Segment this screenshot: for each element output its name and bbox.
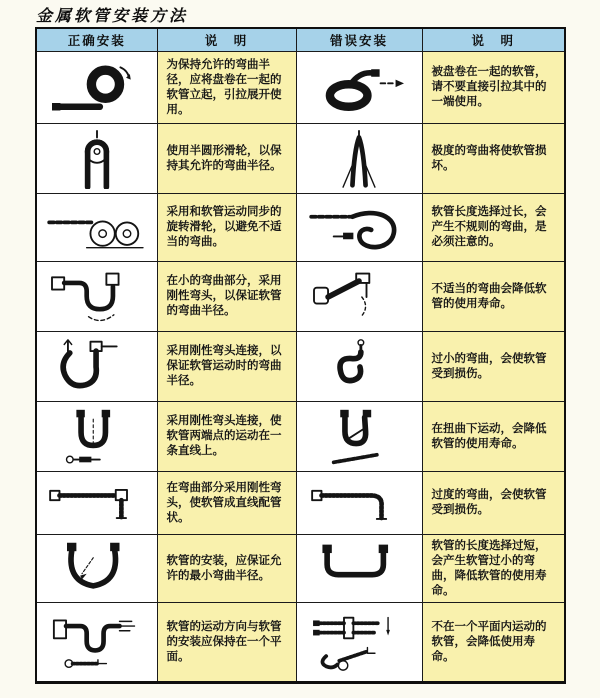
hose-coil-upright-icon [38,58,156,118]
correct-description: 软管的运动方向与软管的安装应保持在一个平面。 [157,603,296,683]
hose-over-pulley-icon [38,129,156,189]
wrong-illustration-cell [296,402,422,472]
wrong-illustration-cell [296,472,422,535]
correct-description: 在小的弯曲部分，采用刚性弯头，以保证软管的弯曲半径。 [157,262,296,332]
hose-same-plane-icon [38,612,156,672]
hose-sharp-hairpin-icon [298,129,421,189]
header-correct-note: 说 明 [157,28,296,52]
hose-straight-elbow-icon [38,473,156,533]
wrong-illustration-cell [296,124,422,194]
header-wrong-note: 说 明 [422,28,565,52]
hose-rigid-elbow-small-bend-icon [38,267,156,327]
table-row [36,535,565,603]
wrong-illustration-cell [296,52,422,124]
table-row [36,402,565,472]
hose-overbent-icon [298,473,421,533]
hose-too-small-bend-icon [298,337,421,397]
correct-illustration-cell [36,332,157,402]
correct-illustration-cell [36,194,157,262]
wrong-illustration-cell [296,603,422,683]
correct-description: 采用刚性弯头连接，以保证软管运动时的弯曲半径。 [157,332,296,402]
hose-improper-bend-icon [298,267,421,327]
header-wrong-install: 错误安装 [296,28,422,52]
header-correct-install: 正确安装 [36,28,157,52]
correct-illustration-cell [36,603,157,683]
table-row [36,332,565,402]
table-row [36,124,565,194]
hose-u-too-short-icon [298,539,421,599]
wrong-description: 不适当的弯曲会降低软管的使用寿命。 [422,262,565,332]
wrong-description: 软管长度选择过长，会产生不规则的弯曲，是必须注意的。 [422,194,565,262]
hose-out-of-plane-icon [298,612,421,672]
table-row [36,603,565,683]
hose-s-curve-rigid-elbow-icon [38,337,156,397]
header-row [36,28,565,52]
hose-u-linear-motion-icon [38,407,156,467]
installation-table [35,27,566,684]
wrong-description: 过度的弯曲，会使软管受到损伤。 [422,472,565,535]
hose-synced-pulleys-icon [38,198,156,258]
correct-description: 软管的安装，应保证允许的最小弯曲半径。 [157,535,296,603]
correct-description: 采用和软管运动同步的旋转滑轮，以避免不适当的弯曲。 [157,194,296,262]
correct-illustration-cell [36,535,157,603]
correct-illustration-cell [36,52,157,124]
table-row [36,194,565,262]
hose-u-twisted-icon [298,407,421,467]
wrong-description: 软管的长度选择过短，会产生软管过小的弯曲，降低软管的使用寿命。 [422,535,565,603]
wrong-illustration-cell [296,332,422,402]
hose-too-long-loop-icon [298,198,421,258]
correct-illustration-cell [36,262,157,332]
wrong-description: 极度的弯曲将使软管损坏。 [422,124,565,194]
correct-description: 在弯曲部分采用刚性弯头，使软管成直线配管状。 [157,472,296,535]
table-row [36,52,565,124]
correct-illustration-cell [36,402,157,472]
table-row [36,472,565,535]
correct-description: 使用半圆形滑轮，以保持其允许的弯曲半径。 [157,124,296,194]
correct-illustration-cell [36,124,157,194]
wrong-description: 不在一个平面内运动的软管，会降低使用寿命。 [422,603,565,683]
page-title: 金属软管安装方法 [36,6,189,25]
wrong-illustration-cell [296,262,422,332]
correct-description: 采用刚性弯头连接，使软管两端点的运动在一条直线上。 [157,402,296,472]
correct-illustration-cell [36,472,157,535]
table-row [36,262,565,332]
correct-description: 为保持允许的弯曲半径，应将盘卷在一起的软管立起，引拉展开使用。 [157,52,296,124]
wrong-illustration-cell [296,194,422,262]
wrong-illustration-cell [296,535,422,603]
hose-coil-flat-pulled-icon [298,58,421,118]
wrong-description: 过小的弯曲，会使软管受到损伤。 [422,332,565,402]
hose-u-min-radius-icon [38,539,156,599]
wrong-description: 在扭曲下运动，会降低软管的使用寿命。 [422,402,565,472]
wrong-description: 被盘卷在一起的软管，请不要直接引拉其中的一端使用。 [422,52,565,124]
